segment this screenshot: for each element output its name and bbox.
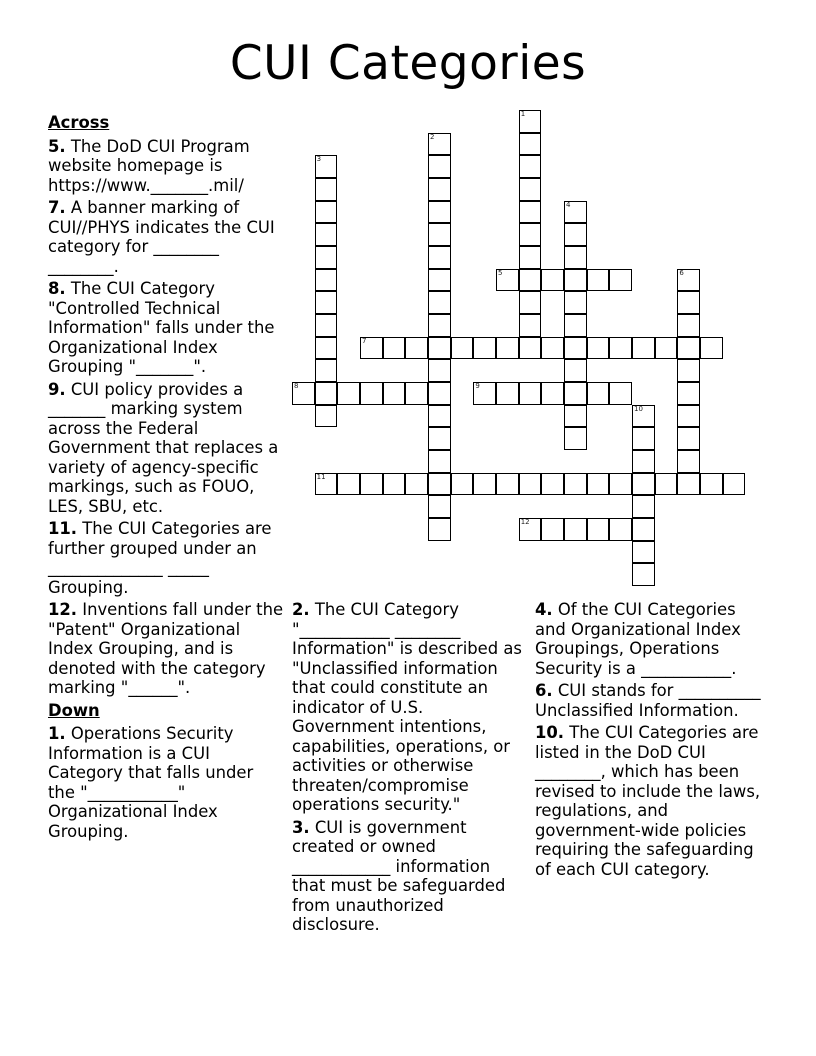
grid-cell[interactable] <box>405 473 428 496</box>
grid-cell-11[interactable] <box>315 473 338 496</box>
grid-cell[interactable] <box>428 337 451 360</box>
grid-cell[interactable] <box>451 473 474 496</box>
clues-column-2 <box>292 600 528 938</box>
clue-across-9 <box>48 380 284 517</box>
grid-cell[interactable] <box>428 155 451 178</box>
grid-cell[interactable] <box>564 337 587 360</box>
grid-cell[interactable] <box>383 473 406 496</box>
grid-cell[interactable] <box>315 405 338 428</box>
grid-cell[interactable] <box>315 314 338 337</box>
grid-cell[interactable] <box>519 155 542 178</box>
grid-cell[interactable] <box>315 291 338 314</box>
clue-number: 8. <box>48 279 66 298</box>
clue-across-8 <box>48 279 284 377</box>
clue-number: 9. <box>48 379 66 399</box>
clue-number: 3. <box>292 817 310 837</box>
grid-cell[interactable] <box>677 405 700 428</box>
grid-cell[interactable] <box>315 223 338 246</box>
grid-cell[interactable] <box>337 382 360 405</box>
grid-cell[interactable] <box>700 337 723 360</box>
grid-cell[interactable] <box>428 223 451 246</box>
grid-cell[interactable] <box>541 269 564 292</box>
grid-cell[interactable] <box>473 473 496 496</box>
clue-number: 12. <box>48 600 78 619</box>
cell-number: 1 <box>520 110 526 118</box>
grid-cell[interactable] <box>428 495 451 518</box>
clue-down-1 <box>48 724 284 841</box>
grid-cell[interactable] <box>428 405 451 428</box>
clue-text: The CUI Category "Controlled Technical Information" falls under the Organizational Index Grouping "_______". <box>48 279 275 376</box>
grid-cell-8[interactable] <box>292 382 315 405</box>
grid-cell[interactable] <box>700 473 723 496</box>
cell-number: 9 <box>475 382 480 391</box>
clue-across-7 <box>48 198 284 276</box>
grid-cell[interactable] <box>655 337 678 360</box>
down-heading: Down <box>48 700 100 720</box>
grid-cell[interactable] <box>315 269 338 292</box>
grid-cell[interactable] <box>564 269 587 292</box>
clue-across-11 <box>48 519 284 597</box>
grid-cell[interactable] <box>428 382 451 405</box>
grid-cell[interactable] <box>677 337 700 360</box>
clues-column-3 <box>535 600 771 882</box>
cell-number: 11 <box>316 472 326 481</box>
page-title: CUI Categories <box>229 36 587 91</box>
clue-number: 1. <box>48 724 66 743</box>
grid-cell[interactable] <box>428 473 451 496</box>
grid-cell[interactable] <box>632 427 655 450</box>
grid-cell-5[interactable] <box>496 269 519 292</box>
clue-text: The CUI Categories are further grouped under an ______________ _____ Grouping. <box>48 519 272 597</box>
clue-text: CUI is government created or owned ____________ information that must be safeguarded from unauthorized disclosure. <box>292 817 506 934</box>
grid-cell[interactable] <box>564 427 587 450</box>
grid-cell[interactable] <box>519 382 542 405</box>
grid-cell[interactable] <box>315 382 338 405</box>
grid-cell[interactable] <box>587 269 610 292</box>
clue-down-6 <box>535 681 771 720</box>
grid-cell[interactable] <box>677 314 700 337</box>
grid-cell[interactable] <box>677 473 700 496</box>
grid-cell[interactable] <box>383 382 406 405</box>
clue-down-3 <box>292 818 528 935</box>
grid-cell[interactable] <box>519 201 542 224</box>
clue-number: 2. <box>292 600 310 619</box>
grid-cell-4[interactable] <box>564 201 587 224</box>
grid-cell[interactable] <box>564 223 587 246</box>
clue-down-10 <box>535 723 771 879</box>
clue-number: 6. <box>535 681 553 700</box>
grid-cell[interactable] <box>519 473 542 496</box>
grid-cell[interactable] <box>428 518 451 541</box>
grid-cell[interactable] <box>541 382 564 405</box>
grid-cell[interactable] <box>564 246 587 269</box>
grid-cell[interactable] <box>632 337 655 360</box>
grid-cell[interactable] <box>383 337 406 360</box>
grid-cell[interactable] <box>609 382 632 405</box>
grid-cell[interactable] <box>564 291 587 314</box>
grid-cell-1[interactable] <box>519 110 542 133</box>
cell-number: 3 <box>316 155 322 164</box>
clue-number: 10. <box>535 723 565 742</box>
grid-cell[interactable] <box>519 269 542 292</box>
grid-cell[interactable] <box>564 473 587 496</box>
grid-cell[interactable] <box>723 473 746 496</box>
cell-number: 6 <box>679 268 684 277</box>
clue-number: 4. <box>535 600 553 619</box>
grid-cell[interactable] <box>609 518 632 541</box>
clue-number: 7. <box>48 198 66 217</box>
grid-cell[interactable] <box>473 337 496 360</box>
grid-cell[interactable] <box>315 201 338 224</box>
grid-cell[interactable] <box>677 450 700 473</box>
grid-cell[interactable] <box>632 495 655 518</box>
grid-cell[interactable] <box>587 518 610 541</box>
grid-cell[interactable] <box>519 314 542 337</box>
across-heading: Across <box>48 113 110 132</box>
grid-cell-12[interactable] <box>519 518 542 541</box>
grid-cell[interactable] <box>632 473 655 496</box>
grid-cell[interactable] <box>360 473 383 496</box>
grid-cell[interactable] <box>564 518 587 541</box>
grid-cell[interactable] <box>519 223 542 246</box>
grid-cell[interactable] <box>451 337 474 360</box>
cell-number: 7 <box>362 336 367 345</box>
grid-cell[interactable] <box>496 382 519 405</box>
grid-cell[interactable] <box>519 291 542 314</box>
grid-cell[interactable] <box>405 382 428 405</box>
clue-text: The DoD CUI Program website homepage is https://www._______.mil/ <box>48 136 250 195</box>
grid-cell[interactable] <box>315 359 338 382</box>
clue-text: Of the CUI Categories and Organizational Index Groupings, Operations Security is a ___________. <box>535 600 741 678</box>
grid-cell[interactable] <box>428 291 451 314</box>
clue-text: Inventions fall under the "Patent" Organizational Index Grouping, and is denoted with the category marking "______". <box>48 600 284 697</box>
grid-cell[interactable] <box>315 246 338 269</box>
clue-across-5 <box>48 137 284 196</box>
grid-cell[interactable] <box>519 133 542 156</box>
grid-cell[interactable] <box>587 473 610 496</box>
grid-cell[interactable] <box>677 291 700 314</box>
grid-cell[interactable] <box>632 563 655 586</box>
grid-cell-6[interactable] <box>677 269 700 292</box>
grid-cell[interactable] <box>315 337 338 360</box>
clue-across-12 <box>48 600 284 698</box>
grid-cell[interactable] <box>315 178 338 201</box>
cell-number: 8 <box>294 382 299 391</box>
grid-cell[interactable] <box>564 405 587 428</box>
grid-cell[interactable] <box>428 427 451 450</box>
grid-cell[interactable] <box>632 541 655 564</box>
grid-cell[interactable] <box>428 359 451 382</box>
clue-text: CUI stands for __________ Unclassified Information. <box>535 681 761 720</box>
grid-cell-3[interactable] <box>315 155 338 178</box>
grid-cell[interactable] <box>677 382 700 405</box>
grid-cell[interactable] <box>360 382 383 405</box>
grid-cell[interactable] <box>587 382 610 405</box>
grid-cell[interactable] <box>496 473 519 496</box>
grid-cell[interactable] <box>428 246 451 269</box>
clues-column-1 <box>48 113 284 844</box>
grid-cell[interactable] <box>609 337 632 360</box>
grid-cell[interactable] <box>428 269 451 292</box>
grid-cell-10[interactable] <box>632 405 655 428</box>
grid-cell[interactable] <box>677 427 700 450</box>
grid-cell[interactable] <box>541 473 564 496</box>
grid-cell[interactable] <box>428 314 451 337</box>
grid-cell[interactable] <box>609 473 632 496</box>
clue-down-2 <box>292 600 528 815</box>
grid-cell[interactable] <box>428 450 451 473</box>
grid-cell[interactable] <box>564 359 587 382</box>
grid-cell[interactable] <box>428 178 451 201</box>
grid-cell-2[interactable] <box>428 133 451 156</box>
grid-cell[interactable] <box>496 337 519 360</box>
grid-cell[interactable] <box>519 178 542 201</box>
cell-number: 5 <box>498 268 503 277</box>
clue-down-4 <box>535 600 771 678</box>
grid-cell[interactable] <box>655 473 678 496</box>
cell-number: 10 <box>634 404 643 413</box>
clue-text: The CUI Category "___________ ________ Information" is described as "Unclassified information that could constitute an indicator of U.S. Government intentions, capabilities, operations, or activities or otherwise threaten/compromise operations security." <box>292 600 522 814</box>
grid-cell[interactable] <box>564 314 587 337</box>
grid-cell[interactable] <box>519 246 542 269</box>
crossword-grid <box>292 110 752 590</box>
grid-cell[interactable] <box>337 473 360 496</box>
grid-cell[interactable] <box>405 337 428 360</box>
clue-number: 11. <box>48 519 78 538</box>
grid-cell[interactable] <box>609 269 632 292</box>
clue-number: 5. <box>48 136 66 156</box>
grid-cell[interactable] <box>519 337 542 360</box>
clue-text: The CUI Categories are listed in the DoD CUI ________, which has been revised to include the laws, regulations, and government-wide policies requiring the safeguarding of each CUI category. <box>535 723 761 879</box>
grid-cell[interactable] <box>564 382 587 405</box>
grid-cell-9[interactable] <box>473 382 496 405</box>
cell-number: 12 <box>520 518 530 527</box>
grid-cell[interactable] <box>632 450 655 473</box>
clue-text: A banner marking of CUI//PHYS indicates the CUI category for ________ ________. <box>48 198 275 276</box>
grid-cell-7[interactable] <box>360 337 383 360</box>
clue-text: Operations Security Information is a CUI Category that falls under the "___________" Organizational Index Grouping. <box>48 724 254 841</box>
clue-text: CUI policy provides a _______ marking system across the Federal Government that replaces a variety of agency-specific markings, such as FOUO, LES, SBU, etc. <box>48 379 279 516</box>
grid-cell[interactable] <box>587 337 610 360</box>
grid-cell[interactable] <box>632 518 655 541</box>
grid-cell[interactable] <box>677 359 700 382</box>
cell-number: 4 <box>566 200 571 209</box>
grid-cell[interactable] <box>541 337 564 360</box>
grid-cell[interactable] <box>541 518 564 541</box>
cell-number: 2 <box>430 132 435 141</box>
grid-cell[interactable] <box>428 201 451 224</box>
